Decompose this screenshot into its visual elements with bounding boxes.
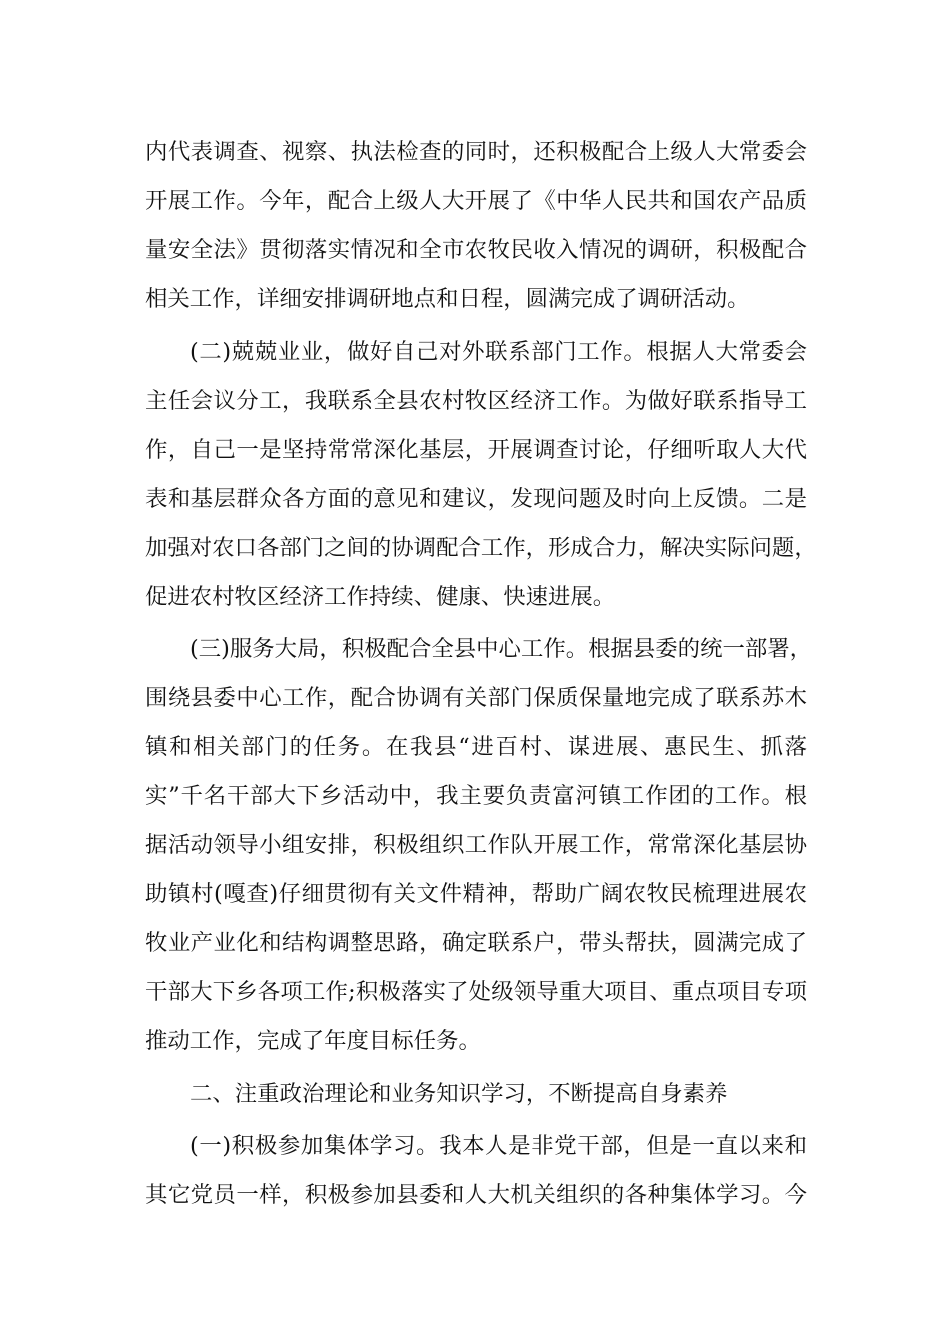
text-line: 主任会议分工，我联系全县农村牧区经济工作。为做好联系指导工 bbox=[145, 388, 807, 414]
text-line: 据活动领导小组安排，积极组织工作队开展工作，常常深化基层协 bbox=[145, 832, 807, 858]
text-line: 内代表调查、视察、执法检查的同时，还积极配合上级人大常委会 bbox=[145, 139, 807, 165]
text-line: 量安全法》贯彻落实情况和全市农牧民收入情况的调研，积极配合 bbox=[145, 237, 807, 263]
paragraph-heading-3: (三)服务大局，积极配合全县中心工作。根据县委的统一部署， bbox=[190, 636, 813, 662]
text-line: 镇和相关部门的任务。在我县“进百村、谋进展、惠民生、抓落 bbox=[145, 734, 807, 760]
paragraph-heading-1: (一)积极参加集体学习。我本人是非党干部，但是一直以来和 bbox=[190, 1133, 807, 1159]
text-line: 助镇村(嘎查)仔细贯彻有关文件精神，帮助广阔农牧民梳理进展农 bbox=[145, 881, 807, 907]
section-heading: 二、注重政治理论和业务知识学习，不断提高自身素养 bbox=[190, 1081, 728, 1107]
text-line: 促进农村牧区经济工作持续、健康、快速进展。 bbox=[145, 584, 616, 610]
text-line: 作，自己一是坚持常常深化基层，开展调查讨论，仔细听取人大代 bbox=[145, 437, 807, 463]
paragraph-heading-2: (二)兢兢业业，做好自己对外联系部门工作。根据人大常委会 bbox=[190, 339, 807, 365]
text-line: 开展工作。今年，配合上级人大开展了《中华人民共和国农产品质 bbox=[145, 188, 807, 214]
text-line: 其它党员一样，积极参加县委和人大机关组织的各种集体学习。今 bbox=[145, 1182, 807, 1208]
text-line: 表和基层群众各方面的意见和建议，发现问题及时向上反馈。二是 bbox=[145, 486, 807, 512]
text-line: 加强对农口各部门之间的协调配合工作，形成合力，解决实际问题， bbox=[145, 535, 817, 561]
text-line: 围绕县委中心工作，配合协调有关部门保质保量地完成了联系苏木 bbox=[145, 685, 807, 711]
text-line: 牧业产业化和结构调整思路，确定联系户，带头帮扶，圆满完成了 bbox=[145, 930, 807, 956]
text-line: 相关工作，详细安排调研地点和日程，圆满完成了调研活动。 bbox=[145, 286, 750, 312]
text-line: 实”千名干部大下乡活动中，我主要负责富河镇工作团的工作。根 bbox=[145, 783, 807, 809]
text-line: 干部大下乡各项工作;积极落实了处级领导重大项目、重点项目专项 bbox=[145, 979, 807, 1005]
text-line: 推动工作，完成了年度目标任务。 bbox=[145, 1028, 481, 1054]
